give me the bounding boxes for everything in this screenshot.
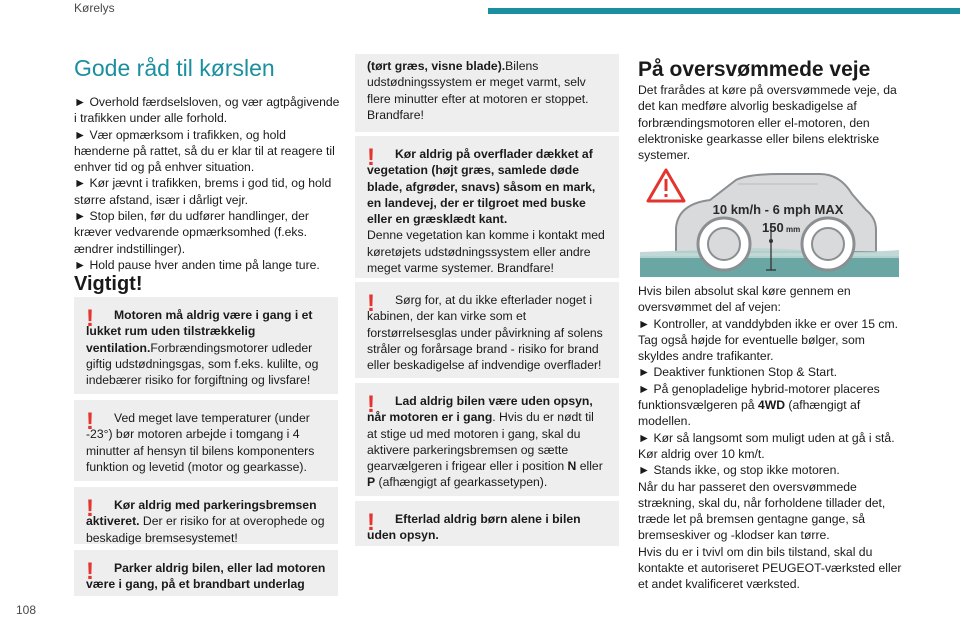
instruction-intro: Hvis bilen absolut skal køre gennem en oversvømmet del af vejen: xyxy=(638,284,851,315)
instruction-bullet: ► Deaktiver funktionen Stop & Start. xyxy=(638,365,838,380)
warning-box-continued xyxy=(355,54,619,132)
warning-box xyxy=(74,400,338,481)
warning-box xyxy=(74,550,338,596)
warning-text: Sørg for, at du ikke efterlader noget i kabinen, der kan virke som et forstørrelsesglas under påvirkning af solens stråler og forårsage brand - risiko for brand eller beskadigelse af indvendige overflader! xyxy=(367,293,603,373)
warning-text: Efterlad aldrig børn alene i bilen uden opsyn. xyxy=(367,512,581,543)
warning-body: (afhængigt af gearkassetypen). xyxy=(375,475,548,490)
warning-box xyxy=(355,136,619,278)
rear-wheel-icon xyxy=(802,218,854,270)
flooded-roads-heading: På oversvømmede veje xyxy=(638,58,871,81)
mode-4wd: 4WD xyxy=(757,398,786,413)
warning-box xyxy=(355,501,619,546)
driving-tips xyxy=(74,94,340,273)
instruction-text: ► På genopladelige hybrid-motorer placeres funktionsvælgeren på xyxy=(638,381,880,413)
warning-text xyxy=(86,497,326,546)
water-surface xyxy=(640,256,899,277)
depth-unit: mm xyxy=(786,225,801,234)
warning-icon: ! xyxy=(86,305,94,332)
instruction-bullet xyxy=(638,381,904,430)
intro-text: Det frarådes at køre på oversvømmede veje, da det kan medføre alvorlig beskadigelse af forbrændingsmotoren eller el-motoren, den elektroniske gearkasse eller bilens elektriske systemer. xyxy=(638,83,897,163)
front-wheel-icon xyxy=(698,218,750,270)
warning-text: Parker aldrig bilen, eller lad motoren være i gang, på et brandbart underlag xyxy=(86,561,326,592)
tip-5: ► Hold pause hver anden time på lange ture. xyxy=(74,257,320,272)
warning-box xyxy=(355,383,619,496)
tip-3: ► Kør jævnt i trafikken, brems i god tid, og hold større afstand, især i dårligt vejr. xyxy=(74,176,332,207)
warning-box xyxy=(74,297,338,394)
instruction-text: (afhængigt af modellen. xyxy=(638,398,861,429)
warning-icon: ! xyxy=(86,558,94,585)
warning-text xyxy=(86,307,326,388)
instruction-bullet: ► Stands ikke, og stop ikke motoren. xyxy=(638,463,840,478)
warning-bold: Kør aldrig med parkeringsbremsen aktiveret. xyxy=(86,498,317,529)
gear-p: P xyxy=(367,475,376,490)
warning-text xyxy=(367,146,607,276)
tip-4: ► Stop bilen, før du udfører handlinger, der kræver vedvarende opmærksomhed (f.eks. ændrer indstillinger). xyxy=(74,209,309,256)
speed-limit-label: 10 km/h - 6 mph MAX xyxy=(712,202,844,217)
instruction-bullet: ► Kør så langsomt som muligt uden at gå i stå. Kør aldrig over 10 km/t. xyxy=(638,430,895,461)
warning-box xyxy=(74,487,338,544)
warning-body: Denne vegetation kan komme i kontakt med køretøjets udstødningssystem eller andre meget varme systemer. Brandfare! xyxy=(367,228,605,276)
depth-marker xyxy=(769,239,773,243)
warning-bold: Kør aldrig på overflader dækket af vegetation (højt græs, samlede døde blade, afgrøder, snavs) såsom en mark, en landevej, der er tilgroet med buske eller en græsklædt kant. xyxy=(367,147,596,227)
warning-text xyxy=(367,58,607,123)
warning-bold: Lad aldrig bilen være uden opsyn, når motoren er i gang xyxy=(367,394,593,425)
warning-body: . Hvis du er nødt til at stige ud med motoren i gang, skal du aktivere parkeringsbremsen og sætte gearvælgeren i frigear eller i position xyxy=(367,410,594,474)
warning-icon: ! xyxy=(86,408,94,435)
warning-body: Der er risiko for at overophede og beskadige bremsesystemet! xyxy=(86,514,325,545)
warning-triangle-icon xyxy=(648,170,684,201)
warning-box xyxy=(355,282,619,378)
warning-icon: ! xyxy=(367,391,375,418)
warning-bold: Motoren må aldrig være i gang i et lukket rum uden tilstrækkelig ventilation. xyxy=(86,308,313,355)
warning-body: Bilens udstødningssystem er meget varmt, selv flere minutter efter at motoren er stoppet. Brandfare! xyxy=(367,59,589,122)
header-accent-bar xyxy=(488,8,960,14)
after-text: Når du har passeret den oversvømmede strækning, skal du, når forholdene tillader det, træde let på bremsen gentagne gange, så bremseskiver og -klodser kan tørre. xyxy=(638,479,886,543)
after-text: Hvis du er i tvivl om din bils tilstand, skal du kontakte et autoriseret PEUGEOT-værksted eller et andet kvalificeret værksted. xyxy=(638,544,902,592)
flooded-instructions xyxy=(638,283,904,593)
instruction-bullet: ► Kontroller, at vanddybden ikke er over 15 cm. Tag også højde for eventuelle bølger, som skyldes andre trafikanter. xyxy=(638,316,899,364)
flooded-intro xyxy=(638,82,904,163)
section-title: Kørelys xyxy=(74,1,115,15)
flood-illustration xyxy=(640,166,899,277)
important-heading: Vigtigt! xyxy=(74,273,143,295)
warning-icon: ! xyxy=(367,290,375,317)
tip-1: ► Overhold færdselsloven, og vær agtpågivende i trafikken under alle forhold. xyxy=(74,95,340,126)
gear-n: N xyxy=(567,459,577,474)
page-number: 108 xyxy=(16,603,37,617)
warning-icon: ! xyxy=(86,495,94,522)
depth-value: 150 xyxy=(762,220,784,235)
warning-text: Ved meget lave temperaturer (under -23°) bør motoren arbejde i tomgang i 4 minutter af hensyn til bilens komponenters funktion og levetid (motor og gearkasse). xyxy=(86,411,315,474)
warning-body: eller xyxy=(576,459,603,474)
warning-icon: ! xyxy=(367,144,375,171)
car-in-water-illustration xyxy=(640,166,899,277)
warning-bold: (tørt græs, visne blade). xyxy=(367,59,506,73)
warning-text xyxy=(367,393,607,491)
warning-icon: ! xyxy=(367,509,375,536)
warning-body: Forbrændingsmotorer udleder giftig udstødningsgas, som f.eks. kulilte, og indebærer risiko for forgiftning og livsfare! xyxy=(86,340,319,388)
page-heading: Gode råd til kørslen xyxy=(74,55,275,81)
tip-2: ► Vær opmærksom i trafikken, og hold hænderne på rattet, så du er klar til at reagere til enhver tid og på enhver situation. xyxy=(74,127,335,175)
